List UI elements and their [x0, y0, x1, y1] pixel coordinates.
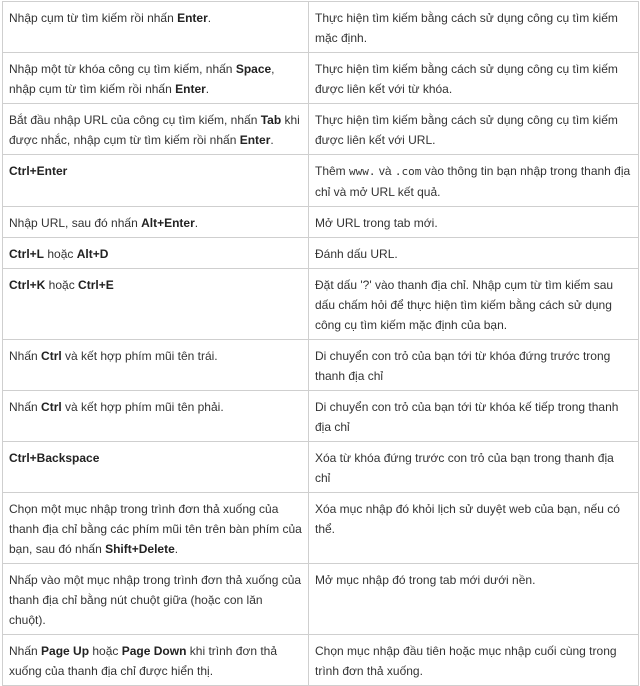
cell-text: và kết hợp phím mũi tên trái. — [61, 349, 218, 363]
cell-text: Nhập một từ khóa công cụ tìm kiếm, nhấn — [9, 62, 236, 76]
key-combo: Ctrl — [41, 349, 62, 363]
cell-text: Di chuyển con trỏ của bạn tới từ khóa kế tiếp trong thanh địa chỉ — [315, 400, 619, 434]
table-row — [3, 104, 639, 155]
cell-text: vào thông tin bạn nhập trong thanh địa chỉ và mở URL kết quả. — [315, 164, 631, 199]
cell-text: Chọn một mục nhập trong trình đơn thả xuống của thanh địa chỉ bằng các phím mũi tên trên bàn phím của bạn, sau đó nhấn — [9, 502, 302, 556]
key-combo: Enter — [177, 11, 208, 25]
cell-text: Đặt dấu '?' vào thanh địa chỉ. Nhập cụm từ tìm kiếm sau dấu chấm hỏi để thực hiện tìm kiếm bằng cách sử dụng công cụ tìm kiếm mặc định của bạn. — [315, 278, 614, 332]
shortcut-cell — [3, 564, 309, 635]
cell-text: Nhập URL, sau đó nhấn — [9, 216, 142, 230]
cell-text: Xóa từ khóa đứng trước con trỏ của bạn trong thanh địa chỉ — [315, 451, 614, 485]
table-row — [3, 155, 639, 207]
shortcut-cell — [3, 340, 309, 391]
cell-text: hoặc — [44, 247, 77, 261]
table-row — [3, 2, 639, 53]
action-cell — [309, 207, 639, 238]
shortcut-cell — [3, 442, 309, 493]
action-cell — [309, 269, 639, 340]
cell-text: . — [194, 216, 199, 230]
action-cell — [309, 340, 639, 391]
cell-text: khi trình đơn thả xuống của thanh địa chỉ được hiển thị. — [9, 644, 278, 678]
code-text: www. — [349, 165, 376, 178]
action-cell — [309, 493, 639, 564]
cell-text: Nhấn — [9, 400, 42, 414]
cell-text: và kết hợp phím mũi tên phải. — [61, 400, 224, 414]
action-cell — [309, 104, 639, 155]
table-row — [3, 493, 639, 564]
shortcut-cell — [3, 2, 309, 53]
code-text: .com — [394, 165, 422, 178]
shortcut-cell — [3, 104, 309, 155]
action-cell — [309, 155, 639, 207]
table-row — [3, 238, 639, 269]
cell-text: khi được nhắc, nhập cụm từ tìm kiếm rồi nhấn — [9, 113, 300, 147]
cell-text: , nhập cụm từ tìm kiếm rồi nhấn — [9, 62, 275, 96]
action-cell — [309, 635, 639, 686]
shortcuts-table-body — [3, 2, 639, 686]
cell-text: Nhấn — [9, 644, 42, 658]
shortcut-cell — [3, 391, 309, 442]
key-combo: Ctrl+K — [9, 278, 46, 292]
cell-text: Thực hiện tìm kiếm bằng cách sử dụng công cụ tìm kiếm mặc định. — [315, 11, 618, 45]
key-combo: Ctrl+Backspace — [9, 451, 100, 465]
cell-text: Nhấn — [9, 349, 42, 363]
cell-text: . — [207, 11, 212, 25]
key-combo: Tab — [260, 113, 282, 127]
cell-text: Xóa mục nhập đó khỏi lịch sử duyệt web của bạn, nếu có thể. — [315, 502, 620, 536]
cell-text: . — [174, 542, 179, 556]
cell-text: và — [375, 164, 395, 178]
action-cell — [309, 53, 639, 104]
shortcut-cell — [3, 238, 309, 269]
key-combo: Alt+Enter — [141, 216, 195, 230]
table-row — [3, 340, 639, 391]
cell-text: hoặc — [89, 644, 122, 658]
cell-text: Chọn mục nhập đầu tiên hoặc mục nhập cuối cùng trong trình đơn thả xuống. — [315, 644, 617, 678]
action-cell — [309, 2, 639, 53]
cell-text: Thực hiện tìm kiếm bằng cách sử dụng công cụ tìm kiếm được liên kết với URL. — [315, 113, 618, 147]
action-cell — [309, 442, 639, 493]
key-combo: Ctrl — [41, 400, 62, 414]
key-combo: Shift+Delete — [105, 542, 175, 556]
cell-text: . — [205, 82, 210, 96]
table-row — [3, 564, 639, 635]
cell-text: Mở URL trong tab mới. — [315, 216, 438, 230]
table-row — [3, 207, 639, 238]
cell-text: hoặc — [45, 278, 79, 292]
shortcut-cell — [3, 155, 309, 207]
action-cell — [309, 238, 639, 269]
cell-text: Đánh dấu URL. — [315, 247, 398, 261]
key-combo: Enter — [239, 133, 271, 147]
cell-text: . — [270, 133, 274, 147]
cell-text: Thực hiện tìm kiếm bằng cách sử dụng công cụ tìm kiếm được liên kết với từ khóa. — [315, 62, 618, 96]
cell-text: Thêm — [315, 164, 350, 178]
key-combo: Page Down — [121, 644, 187, 658]
table-row — [3, 442, 639, 493]
table-row — [3, 53, 639, 104]
shortcuts-table — [2, 1, 639, 686]
action-cell — [309, 564, 639, 635]
shortcut-cell — [3, 53, 309, 104]
cell-text: Mở mục nhập đó trong tab mới dưới nền. — [315, 573, 536, 587]
action-cell — [309, 391, 639, 442]
shortcut-cell — [3, 207, 309, 238]
key-combo: Space — [235, 62, 272, 76]
key-combo: Alt+D — [76, 247, 109, 261]
key-combo: Ctrl+L — [9, 247, 45, 261]
shortcut-cell — [3, 635, 309, 686]
shortcut-cell — [3, 269, 309, 340]
table-row — [3, 269, 639, 340]
cell-text: Nhấp vào một mục nhập trong trình đơn thả xuống của thanh địa chỉ bằng nút chuột giữa (hoặc con lăn chuột). — [9, 573, 302, 627]
key-combo: Ctrl+E — [78, 278, 114, 292]
cell-text: Bắt đầu nhập URL của công cụ tìm kiếm, nhấn — [9, 113, 261, 127]
shortcut-cell — [3, 493, 309, 564]
cell-text: Di chuyển con trỏ của bạn tới từ khóa đứng trước trong thanh địa chỉ — [315, 349, 611, 383]
key-combo: Enter — [175, 82, 206, 96]
key-combo: Page Up — [41, 644, 90, 658]
key-combo: Ctrl+Enter — [9, 164, 68, 178]
cell-text: Nhập cụm từ tìm kiếm rồi nhấn — [9, 11, 178, 25]
table-row — [3, 635, 639, 686]
table-row — [3, 391, 639, 442]
